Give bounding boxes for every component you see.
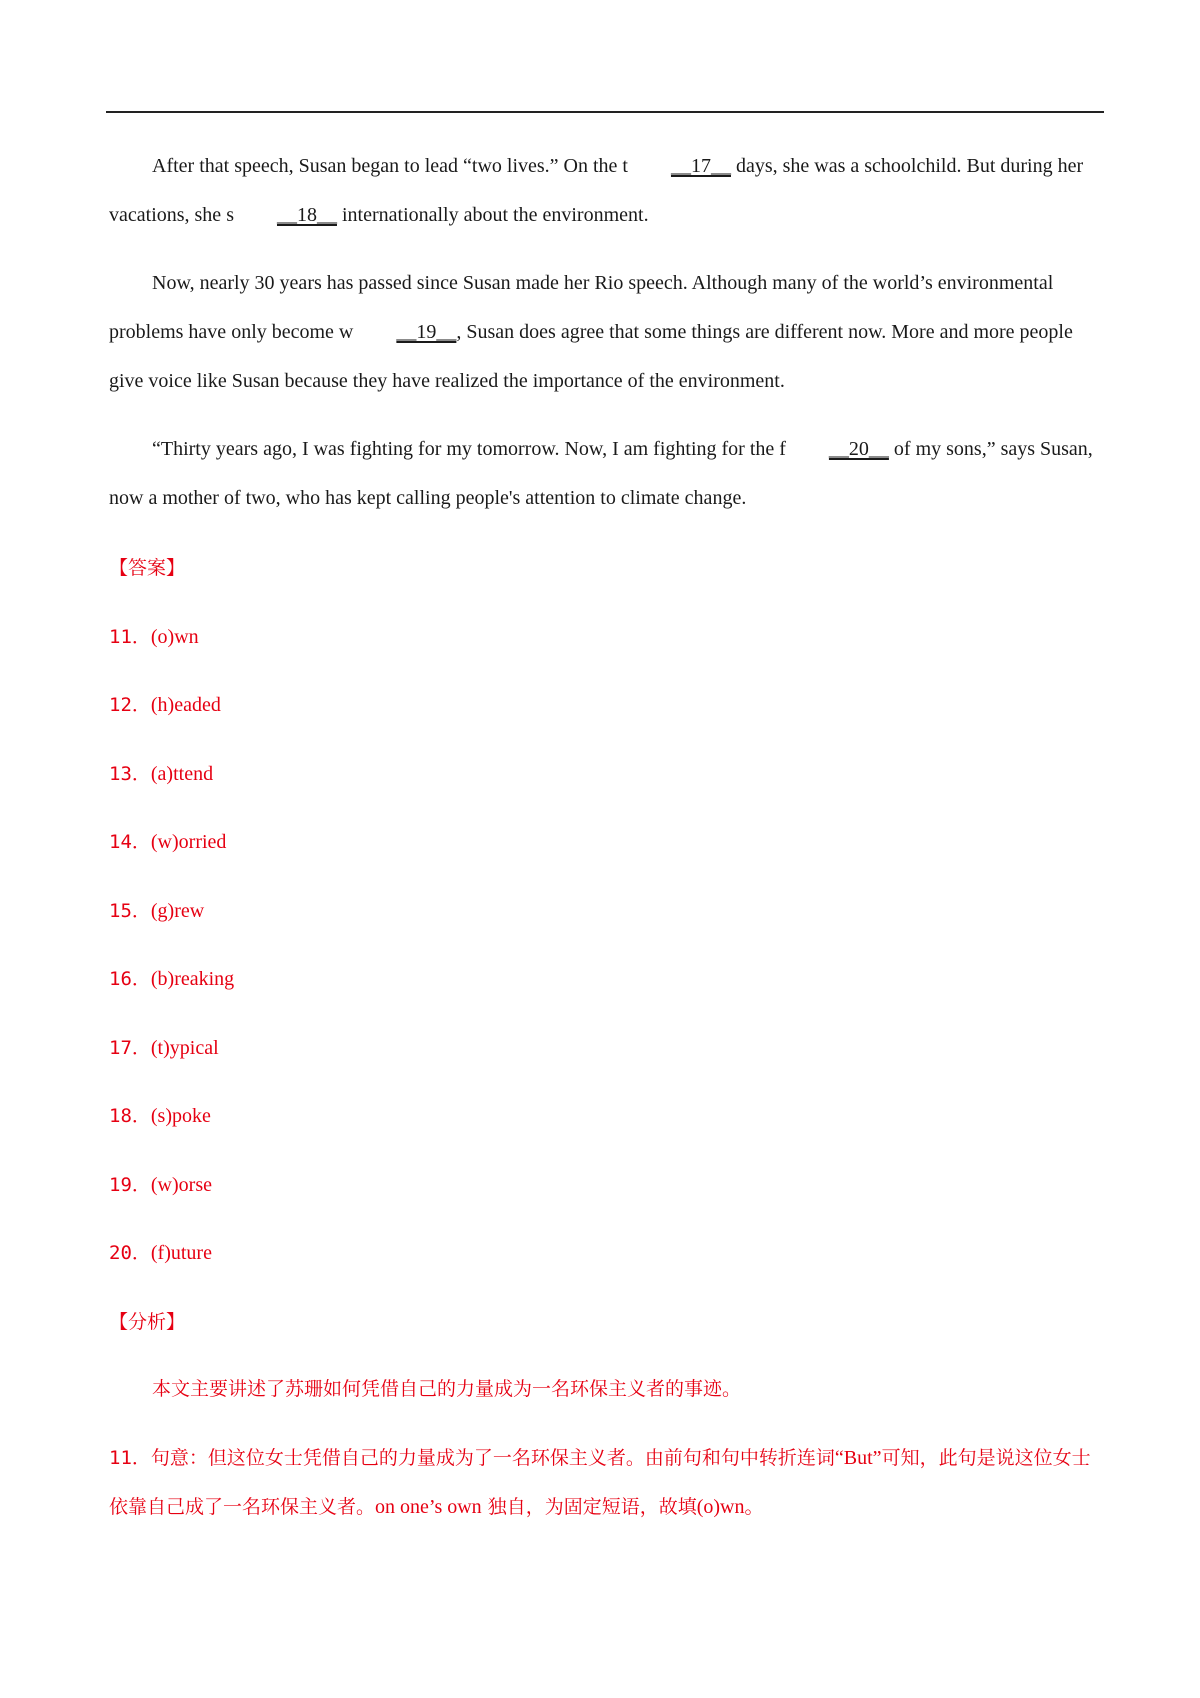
explanation-text: 可知，此句是说这位女士依靠自己成了一名环保主义者。 xyxy=(109,1447,1091,1518)
answer-text: (w)orried xyxy=(150,831,227,853)
answer-text: (o)wn xyxy=(150,626,199,648)
answer-text: (a)ttend xyxy=(150,763,214,785)
passage-text: days, she was a schoolchild. But during her vacations, she s xyxy=(109,155,1084,226)
answer-number: 11． xyxy=(109,626,151,648)
answer-text: (b)reaking xyxy=(150,968,235,990)
answer-item xyxy=(109,690,221,720)
explanation-quote: “But” xyxy=(834,1447,882,1469)
passage-text: “Thirty years ago, I was fighting for my tomorrow. Now, I am fighting for the f xyxy=(152,438,786,460)
explanation-number: 11． xyxy=(109,1447,151,1469)
answer-number: 12． xyxy=(109,694,151,716)
answer-number: 18． xyxy=(109,1105,151,1127)
passage-paragraph-3 xyxy=(109,425,1095,523)
answer-item xyxy=(109,622,199,652)
header-rule xyxy=(106,111,1104,113)
analysis-summary: 本文主要讲述了苏珊如何凭借自己的力量成为一名环保主义者的事迹。 xyxy=(152,1378,742,1400)
blank-20: __20__ xyxy=(828,438,889,460)
answer-text: (f)uture xyxy=(150,1242,212,1264)
explanation-phrase: on one’s own xyxy=(375,1496,482,1518)
answer-number: 13． xyxy=(109,763,151,785)
answer-text: (t)ypical xyxy=(150,1037,219,1059)
passage-text: , Susan does agree that some things are different now. More and more people give voice like Susan because they have realized the importance of the environment. xyxy=(109,321,1073,392)
answer-number: 14． xyxy=(109,831,151,853)
answer-item xyxy=(109,1033,219,1063)
passage-text: After that speech, Susan began to lead “two lives.” On the t xyxy=(152,155,628,177)
answer-number: 19． xyxy=(109,1174,151,1196)
answer-number: 20． xyxy=(109,1242,151,1264)
blank-18: __18__ xyxy=(276,204,337,226)
answer-text: (g)rew xyxy=(150,900,205,922)
answer-item xyxy=(109,827,226,857)
passage-paragraph-1 xyxy=(109,142,1095,240)
answer-number: 17． xyxy=(109,1037,151,1059)
answer-item xyxy=(109,1170,212,1200)
answer-item xyxy=(109,1238,212,1268)
answer-text: (h)eaded xyxy=(150,694,221,716)
answer-item xyxy=(109,964,234,994)
passage-paragraph-2 xyxy=(109,259,1095,406)
answer-number: 15． xyxy=(109,900,151,922)
explanation-text: 句意：但这位女士凭借自己的力量成为了一名环保主义者。由前句和句中转折连词 xyxy=(150,1447,835,1469)
answer-number: 16． xyxy=(109,968,151,990)
passage-text: Now, nearly 30 years has passed since Susan made her Rio speech. Although many of the world’s environmental problems have only become w xyxy=(109,272,1054,343)
explanation-11 xyxy=(109,1434,1095,1532)
blank-17: __17__ xyxy=(670,155,731,177)
explanation-text: 独自，为固定短语，故填 xyxy=(481,1496,697,1518)
answer-text: (w)orse xyxy=(150,1174,212,1196)
explanation-fill: (o)wn xyxy=(696,1496,745,1518)
passage-text: internationally about the environment. xyxy=(336,204,649,226)
analysis-heading: 【分析】 xyxy=(109,1311,186,1333)
answer-item xyxy=(109,1101,211,1131)
answer-text: (s)poke xyxy=(150,1105,211,1127)
blank-19: __19__ xyxy=(396,321,457,343)
answer-item xyxy=(109,759,213,789)
answer-item xyxy=(109,896,204,926)
passage-text: of my sons,” says Susan, now a mother of two, who has kept calling people's attention to climate change. xyxy=(109,438,1093,509)
answer-heading: 【答案】 xyxy=(109,557,186,579)
explanation-text: 。 xyxy=(744,1496,764,1518)
